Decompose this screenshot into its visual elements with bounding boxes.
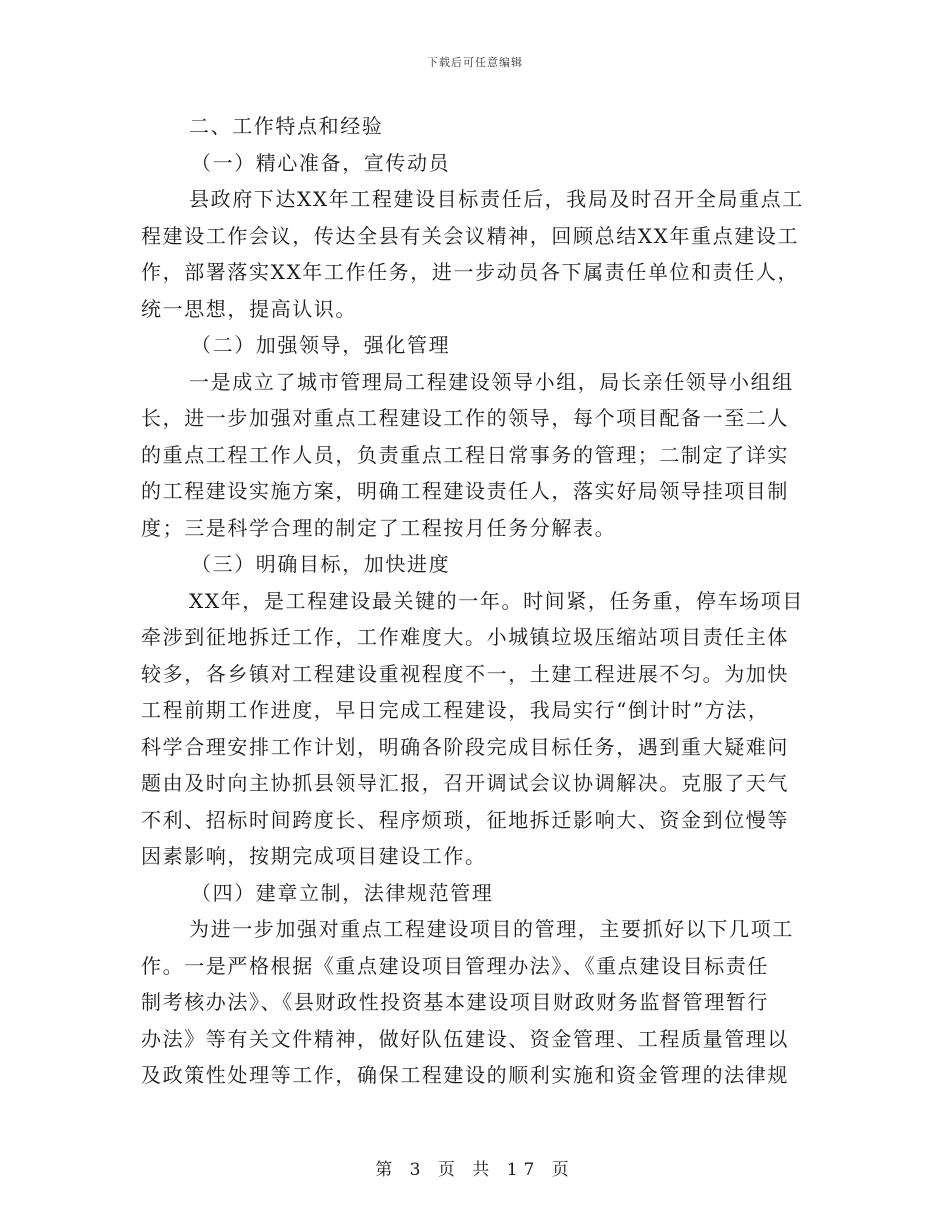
text-line: （二）加强领导，强化管理 (191, 333, 451, 357)
text-line: 为进一步加强对重点工程建设项目的管理，主要抓好以下几项工 (189, 917, 794, 941)
text-line: 办法》等有关文件精神，做好队伍建设、资金管理、工程质量管理以 (141, 1026, 789, 1051)
text-line: 作。一是严格根据《重点建设项目管理办法》、《重点建设目标责任 (141, 953, 769, 978)
text-line: 科学合理安排工作计划，明确各阶段完成目标任务，遇到重大疑难问 (141, 734, 789, 759)
body-text (141, 108, 804, 1094)
text-line: 一是成立了城市管理局工程建设领导小组，局长亲任领导小组组 (189, 369, 794, 394)
text-line: 作，部署落实XX年工作任务，进一步动员各下属责任单位和责任人， (141, 260, 800, 284)
text-line: 二、工作特点和经验 (189, 114, 384, 138)
page-number: 第 3 页 共 17 页 (375, 1160, 575, 1180)
text-line: 长，进一步加强对重点工程建设工作的领导，每个项目配备一至二人 (141, 406, 789, 430)
text-line: 牵涉到征地拆迁工作，工作难度大。小城镇垃圾压缩站项目责任主体 (141, 625, 789, 649)
text-line: 题由及时向主协抓县领导汇报，召开调试会议协调解决。克服了天气 (141, 771, 789, 795)
text-line: 程建设工作会议，传达全县有关会议精神，回顾总结XX年重点建设工 (141, 223, 800, 248)
text-line: 因素影响，按期完成项目建设工作。 (141, 844, 487, 868)
text-line: 不利、招标时间跨度长、程序烦琐，征地拆迁影响大、资金到位慢等 (141, 807, 789, 832)
text-line: 统一思想，提高认识。 (141, 296, 357, 321)
text-line: （一）精心准备，宣传动员 (191, 150, 451, 175)
text-line: （四）建章立制，法律规范管理 (191, 880, 494, 905)
text-line: 工程前期工作进度，早日完成工程建设，我局实行“倒计时”方法， (141, 698, 770, 722)
text-line: 县政府下达XX年工程建设目标责任后，我局及时召开全局重点工 (189, 187, 804, 211)
text-line: XX年，是工程建设最关键的一年。时间紧，任务重，停车场项目 (189, 588, 804, 613)
text-line: （三）明确目标，加快进度 (191, 552, 451, 576)
text-line: 度；三是科学合理的制定了工程按月任务分解表。 (141, 515, 617, 540)
text-line: 较多，各乡镇对工程建设重视程度不一，土建工程进展不匀。为加快 (141, 661, 789, 686)
text-line: 及政策性处理等工作，确保工程建设的顺利实施和资金管理的法律规 (141, 1063, 789, 1087)
text-line: 的工程建设实施方案，明确工程建设责任人，落实好局领导挂项目制 (141, 479, 789, 503)
text-line: 制考核办法》、《县财政性投资基本建设项目财政财务监督管理暂行 (141, 990, 769, 1014)
header-note: 下载后可任意编辑 (427, 56, 523, 69)
text-line: 的重点工程工作人员，负责重点工程日常事务的管理；二制定了详实 (141, 442, 789, 467)
